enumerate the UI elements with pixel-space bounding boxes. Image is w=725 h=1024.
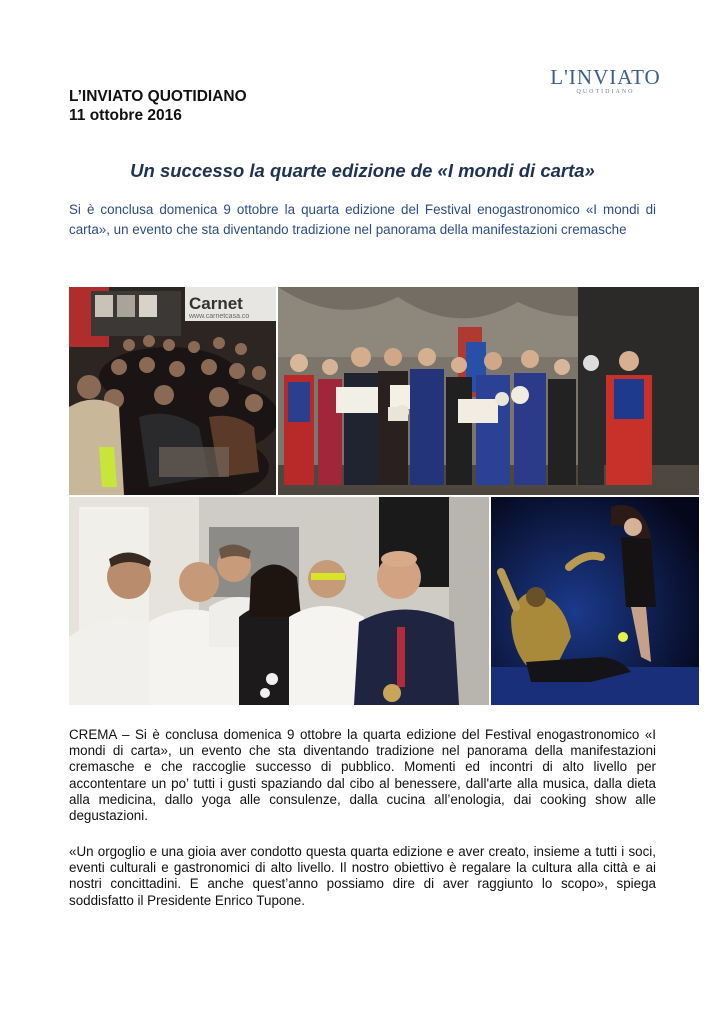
article-lead: Si è conclusa domenica 9 ottobre la quarta edizione del Festival enogastronomico «I mondi di carta», un evento che sta diventando tradizione nel panorama della manifestazioni cremasche xyxy=(69,202,656,237)
photo-chefs-group xyxy=(69,497,489,705)
logo-title: L'INVIATO xyxy=(550,65,661,89)
publication-name: L’INVIATO QUOTIDIANO xyxy=(69,88,247,105)
photo-audience xyxy=(69,287,276,495)
article-headline: Un successo la quarte edizione de «I mondi di carta» xyxy=(130,160,595,181)
photo-dance-performance xyxy=(491,497,699,705)
audience-sign-text: Carnet xyxy=(189,294,243,313)
logo-subtitle: QUOTIDIANO xyxy=(576,89,635,95)
masthead xyxy=(69,87,247,125)
publication-date: 11 ottobre 2016 xyxy=(69,107,182,124)
photo-award-ceremony xyxy=(278,287,699,495)
newspaper-logo xyxy=(538,66,673,96)
audience-sign-url: www.carnetcasa.co xyxy=(189,313,250,320)
article-paragraph-1: CREMA – Si è conclusa domenica 9 ottobre la quarta edizione del Festival enogastronomico «I mondi di carta», un evento che sta diventando tradizione nel panorama della manifestazioni cremasche e che raccoglie successo di pubblico. Momenti ed incontri di alto livello per accontentare un po’ tutti i gusti spaziando dal cibo al benessere, dall'arte alla musica, dalla dieta alla medicina, dallo yoga alle consulenze, dalla cucina all’enologia, dai cooking show alle degustazioni. xyxy=(69,727,656,824)
article-paragraph-2: «Un orgoglio e una gioia aver condotto questa quarta edizione e aver creato, insieme a tutti i soci, eventi culturali e gastronomici di alto livello. Il nostro obiettivo è regalare la cultura alla città e ai nostri concittadini. E anche quest’anno possiamo dire di aver raggiunto lo scopo», spiega soddisfatto il Presidente Enrico Tupone. xyxy=(69,844,656,908)
